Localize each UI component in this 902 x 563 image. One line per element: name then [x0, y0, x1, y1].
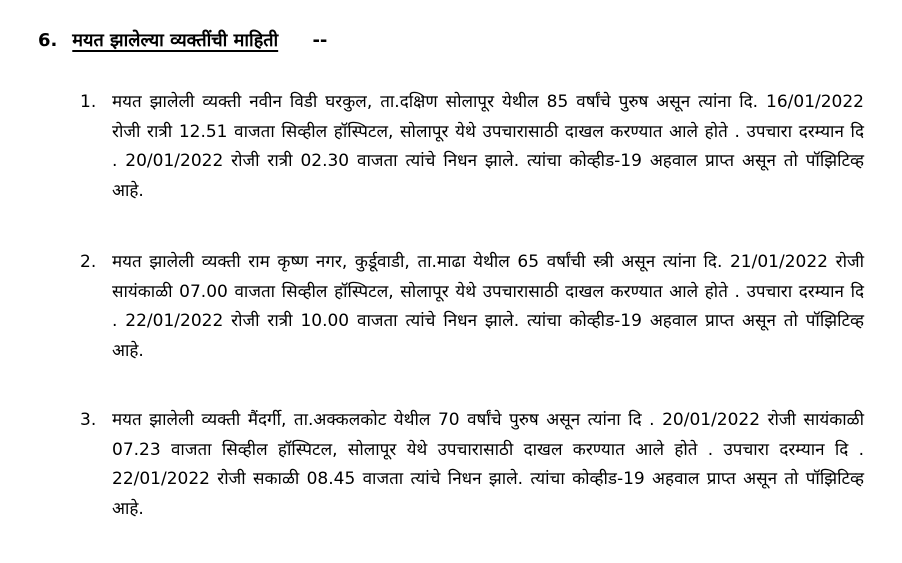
list-item-number: 1.	[80, 92, 97, 112]
list-item-text: मयत झालेली व्यक्ती मैंदर्गी, ता.अक्कलकोट येथील 70 वर्षांचे पुरुष असून त्यांना दि . 20/01/2022 रोजी सायंकाळी 07.23 वाजता सिव्हील हॉस्पिटल, सोलापूर येथे उपचारासाठी दाखल करण्यात आले होते . उपचारा दरम्यान दि . 22/01/2022 रोजी सकाळी 08.45 वाजता त्यांचे निधन झाले. त्यांचा कोव्हीड-19 अहवाल प्राप्त असून तो पॉझिटिव्ह आहे.	[112, 410, 864, 519]
list-item-number: 3.	[80, 410, 97, 430]
section-heading	[38, 28, 327, 52]
section-title: मयत झालेल्या व्यक्तींची माहिती	[72, 30, 279, 51]
section-dash: --	[312, 30, 328, 51]
section-number: 6.	[38, 30, 58, 51]
list-item-number: 2.	[80, 252, 97, 272]
list-item-text: मयत झालेली व्यक्ती नवीन विडी घरकुल, ता.दक्षिण सोलापूर येथील 85 वर्षांचे पुरुष असून त्यांना दि. 16/01/2022 रोजी रात्री 12.51 वाजता सिव्हील हॉस्पिटल, सोलापूर येथे उपचारासाठी दाखल करण्यात आले होते . उपचारा दरम्यान दि . 20/01/2022 रोजी रात्री 02.30 वाजता त्यांचे निधन झाले. त्यांचा कोव्हीड-19 अहवाल प्राप्त असून तो पॉझिटिव्ह आहे.	[112, 92, 864, 201]
list-item-text: मयत झालेली व्यक्ती राम कृष्ण नगर, कुर्डूवाडी, ता.माढा येथील 65 वर्षांची स्त्री असून त्यांना दि. 21/01/2022 रोजी सायंकाळी 07.00 वाजता सिव्हील हॉस्पिटल, सोलापूर येथे उपचारासाठी दाखल करण्यात आले होते . उपचारा दरम्यान दि . 22/01/2022 रोजी रात्री 10.00 वाजता त्यांचे निधन झाले. त्यांचा कोव्हीड-19 अहवाल प्राप्त असून तो पॉझिटिव्ह आहे.	[112, 252, 864, 361]
